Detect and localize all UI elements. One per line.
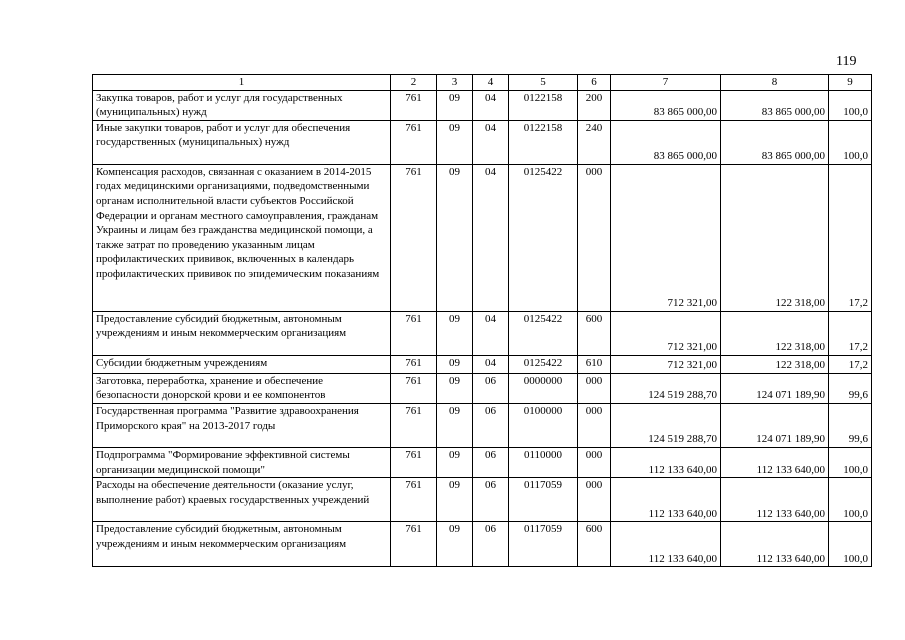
column-header: 5 (509, 75, 578, 91)
page-number: 119 (836, 54, 857, 69)
cell-grbs: 761 (391, 90, 437, 120)
cell-target-article: 0125422 (509, 355, 578, 373)
column-header: 6 (578, 75, 611, 91)
cell-planned: 83 865 000,00 (611, 120, 721, 164)
cell-section: 09 (437, 373, 473, 403)
cell-expense-type: 000 (578, 373, 611, 403)
cell-executed: 83 865 000,00 (721, 120, 829, 164)
column-header: 7 (611, 75, 721, 91)
cell-subsection: 06 (473, 522, 509, 567)
cell-planned: 712 321,00 (611, 311, 721, 355)
table-row (93, 90, 872, 120)
cell-expense-type: 000 (578, 478, 611, 522)
cell-target-article: 0110000 (509, 447, 578, 477)
row-name: Компенсация расходов, связанная с оказанием в 2014-2015 годах медицинскими организациями, подведомственными органам исполнительной власти субъектов Российской Федерации и органам местного самоуправления, гражданам Украины и лицам без гражданства медицинской помощи, а также затрат по проведению указанным лицам профилактических прививок, включенных в календарь профилактических прививок по эпидемическим показаниям (93, 164, 391, 311)
cell-target-article: 0100000 (509, 403, 578, 447)
cell-subsection: 04 (473, 120, 509, 164)
cell-grbs: 761 (391, 447, 437, 477)
column-header: 9 (829, 75, 872, 91)
cell-percent: 100,0 (829, 447, 872, 477)
cell-grbs: 761 (391, 522, 437, 567)
cell-expense-type: 000 (578, 403, 611, 447)
cell-executed: 112 133 640,00 (721, 478, 829, 522)
cell-executed: 83 865 000,00 (721, 90, 829, 120)
cell-executed: 112 133 640,00 (721, 522, 829, 567)
cell-section: 09 (437, 403, 473, 447)
cell-planned: 83 865 000,00 (611, 90, 721, 120)
column-header: 3 (437, 75, 473, 91)
row-name: Субсидии бюджетным учреждениям (93, 355, 391, 373)
cell-grbs: 761 (391, 373, 437, 403)
cell-percent: 99,6 (829, 373, 872, 403)
cell-percent: 17,2 (829, 311, 872, 355)
cell-grbs: 761 (391, 355, 437, 373)
table-body (93, 90, 872, 567)
row-name: Расходы на обеспечение деятельности (оказание услуг, выполнение работ) краевых государственных учреждений (93, 478, 391, 522)
row-name: Предоставление субсидий бюджетным, автономным учреждениям и иным некоммерческим организациям (93, 522, 391, 567)
cell-planned: 124 519 288,70 (611, 403, 721, 447)
cell-section: 09 (437, 311, 473, 355)
cell-percent: 100,0 (829, 478, 872, 522)
cell-expense-type: 600 (578, 522, 611, 567)
cell-section: 09 (437, 447, 473, 477)
column-header: 8 (721, 75, 829, 91)
cell-planned: 124 519 288,70 (611, 373, 721, 403)
cell-section: 09 (437, 90, 473, 120)
cell-subsection: 04 (473, 311, 509, 355)
cell-section: 09 (437, 478, 473, 522)
cell-subsection: 06 (473, 478, 509, 522)
row-name: Закупка товаров, работ и услуг для государственных (муниципальных) нужд (93, 90, 391, 120)
cell-percent: 17,2 (829, 355, 872, 373)
table-row (93, 120, 872, 164)
cell-section: 09 (437, 522, 473, 567)
row-name: Подпрограмма "Формирование эффективной системы организации медицинской помощи" (93, 447, 391, 477)
cell-grbs: 761 (391, 311, 437, 355)
budget-table (92, 74, 872, 567)
cell-expense-type: 240 (578, 120, 611, 164)
table-row (93, 403, 872, 447)
cell-executed: 122 318,00 (721, 355, 829, 373)
row-name: Государственная программа "Развитие здравоохранения Приморского края" на 2013-2017 годы (93, 403, 391, 447)
cell-target-article: 0122158 (509, 120, 578, 164)
cell-executed: 124 071 189,90 (721, 373, 829, 403)
table-row (93, 373, 872, 403)
row-name: Предоставление субсидий бюджетным, автономным учреждениям и иным некоммерческим организациям (93, 311, 391, 355)
cell-subsection: 04 (473, 164, 509, 311)
cell-executed: 112 133 640,00 (721, 447, 829, 477)
cell-target-article: 0125422 (509, 164, 578, 311)
cell-grbs: 761 (391, 403, 437, 447)
cell-target-article: 0125422 (509, 311, 578, 355)
cell-section: 09 (437, 355, 473, 373)
table-row (93, 355, 872, 373)
cell-target-article: 0122158 (509, 90, 578, 120)
table-row (93, 522, 872, 567)
table-row (93, 311, 872, 355)
cell-expense-type: 200 (578, 90, 611, 120)
table-row (93, 478, 872, 522)
column-header-row (93, 75, 872, 91)
cell-planned: 712 321,00 (611, 355, 721, 373)
table-row (93, 164, 872, 311)
cell-planned: 112 133 640,00 (611, 478, 721, 522)
row-name: Иные закупки товаров, работ и услуг для обеспечения государственных (муниципальных) нужд (93, 120, 391, 164)
cell-planned: 112 133 640,00 (611, 447, 721, 477)
cell-grbs: 761 (391, 120, 437, 164)
cell-executed: 122 318,00 (721, 311, 829, 355)
cell-expense-type: 600 (578, 311, 611, 355)
cell-percent: 99,6 (829, 403, 872, 447)
cell-expense-type: 610 (578, 355, 611, 373)
row-name: Заготовка, переработка, хранение и обеспечение безопасности донорской крови и ее компонентов (93, 373, 391, 403)
table-row (93, 447, 872, 477)
cell-executed: 122 318,00 (721, 164, 829, 311)
cell-expense-type: 000 (578, 164, 611, 311)
cell-executed: 124 071 189,90 (721, 403, 829, 447)
cell-section: 09 (437, 164, 473, 311)
cell-target-article: 0117059 (509, 522, 578, 567)
cell-expense-type: 000 (578, 447, 611, 477)
cell-percent: 100,0 (829, 90, 872, 120)
cell-subsection: 06 (473, 403, 509, 447)
cell-target-article: 0117059 (509, 478, 578, 522)
cell-planned: 712 321,00 (611, 164, 721, 311)
cell-percent: 100,0 (829, 522, 872, 567)
cell-subsection: 04 (473, 90, 509, 120)
cell-percent: 17,2 (829, 164, 872, 311)
column-header: 2 (391, 75, 437, 91)
cell-subsection: 06 (473, 373, 509, 403)
cell-target-article: 0000000 (509, 373, 578, 403)
column-header: 4 (473, 75, 509, 91)
cell-grbs: 761 (391, 478, 437, 522)
cell-subsection: 06 (473, 447, 509, 477)
cell-planned: 112 133 640,00 (611, 522, 721, 567)
cell-section: 09 (437, 120, 473, 164)
cell-percent: 100,0 (829, 120, 872, 164)
column-header: 1 (93, 75, 391, 91)
cell-subsection: 04 (473, 355, 509, 373)
cell-grbs: 761 (391, 164, 437, 311)
